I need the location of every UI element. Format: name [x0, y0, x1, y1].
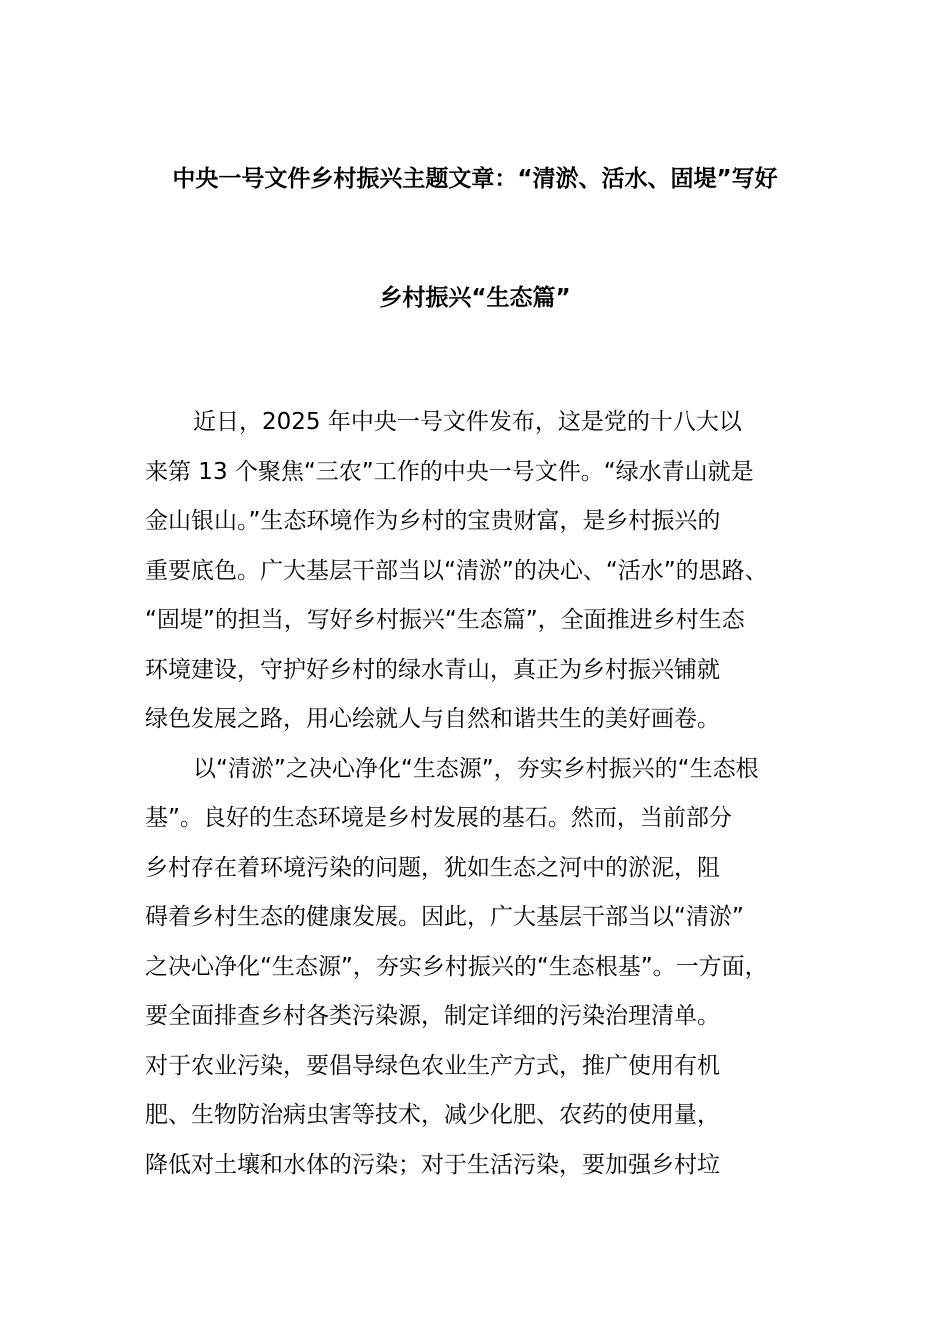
paragraph-2-line-3: 乡村存在着环境污染的问题，犹如生态之河中的淤泥，阻: [145, 855, 720, 881]
paragraph-2-line-8: 肥、生物防治病虫害等技术，减少化肥、农药的使用量，: [145, 1102, 720, 1128]
paragraph-1-line-7: 绿色发展之路，用心绘就人与自然和谐共生的美好画卷。: [145, 706, 720, 732]
paragraph-1-line-6: 环境建设，守护好乡村的绿水青山，真正为乡村振兴铺就: [145, 657, 720, 683]
paragraph-2-line-5: 之决心净化“生态源”，夯实乡村振兴的“生态根基”。一方面，: [145, 954, 768, 980]
document-title-line-2: 乡村振兴“生态篇”: [379, 285, 571, 311]
paragraph-1-line-4: 重要底色。广大基层干部当以“清淤”的决心、“活水”的思路、: [145, 558, 768, 584]
paragraph-1-line-3: 金山银山。”生态环境作为乡村的宝贵财富，是乡村振兴的: [145, 508, 721, 534]
paragraph-1-line-2: 来第 13 个聚焦“三农”工作的中央一号文件。“绿水青山就是: [145, 459, 754, 485]
paragraph-2-line-7: 对于农业污染，要倡导绿色农业生产方式，推广使用有机: [145, 1053, 720, 1079]
paragraph-2-line-6: 要全面排查乡村各类污染源，制定详细的污染治理清单。: [145, 1003, 720, 1029]
paragraph-2-line-9: 降低对土壤和水体的污染；对于生活污染，要加强乡村垃: [145, 1152, 720, 1178]
paragraph-2-line-1: 以“清淤”之决心净化“生态源”，夯实乡村振兴的“生态根: [193, 756, 759, 782]
paragraph-2-line-2: 基”。良好的生态环境是乡村发展的基石。然而，当前部分: [145, 805, 732, 831]
paragraph-1-line-1: 近日，2025 年中央一号文件发布，这是党的十八大以: [193, 409, 742, 435]
paragraph-1-line-5: “固堤”的担当，写好乡村振兴“生态篇”，全面推进乡村生态: [145, 607, 745, 633]
paragraph-2-line-4: 碍着乡村生态的健康发展。因此，广大基层干部当以“清淤”: [145, 904, 744, 930]
document-title-line-1: 中央一号文件乡村振兴主题文章：“清淤、活水、固堤”写好: [172, 166, 778, 192]
